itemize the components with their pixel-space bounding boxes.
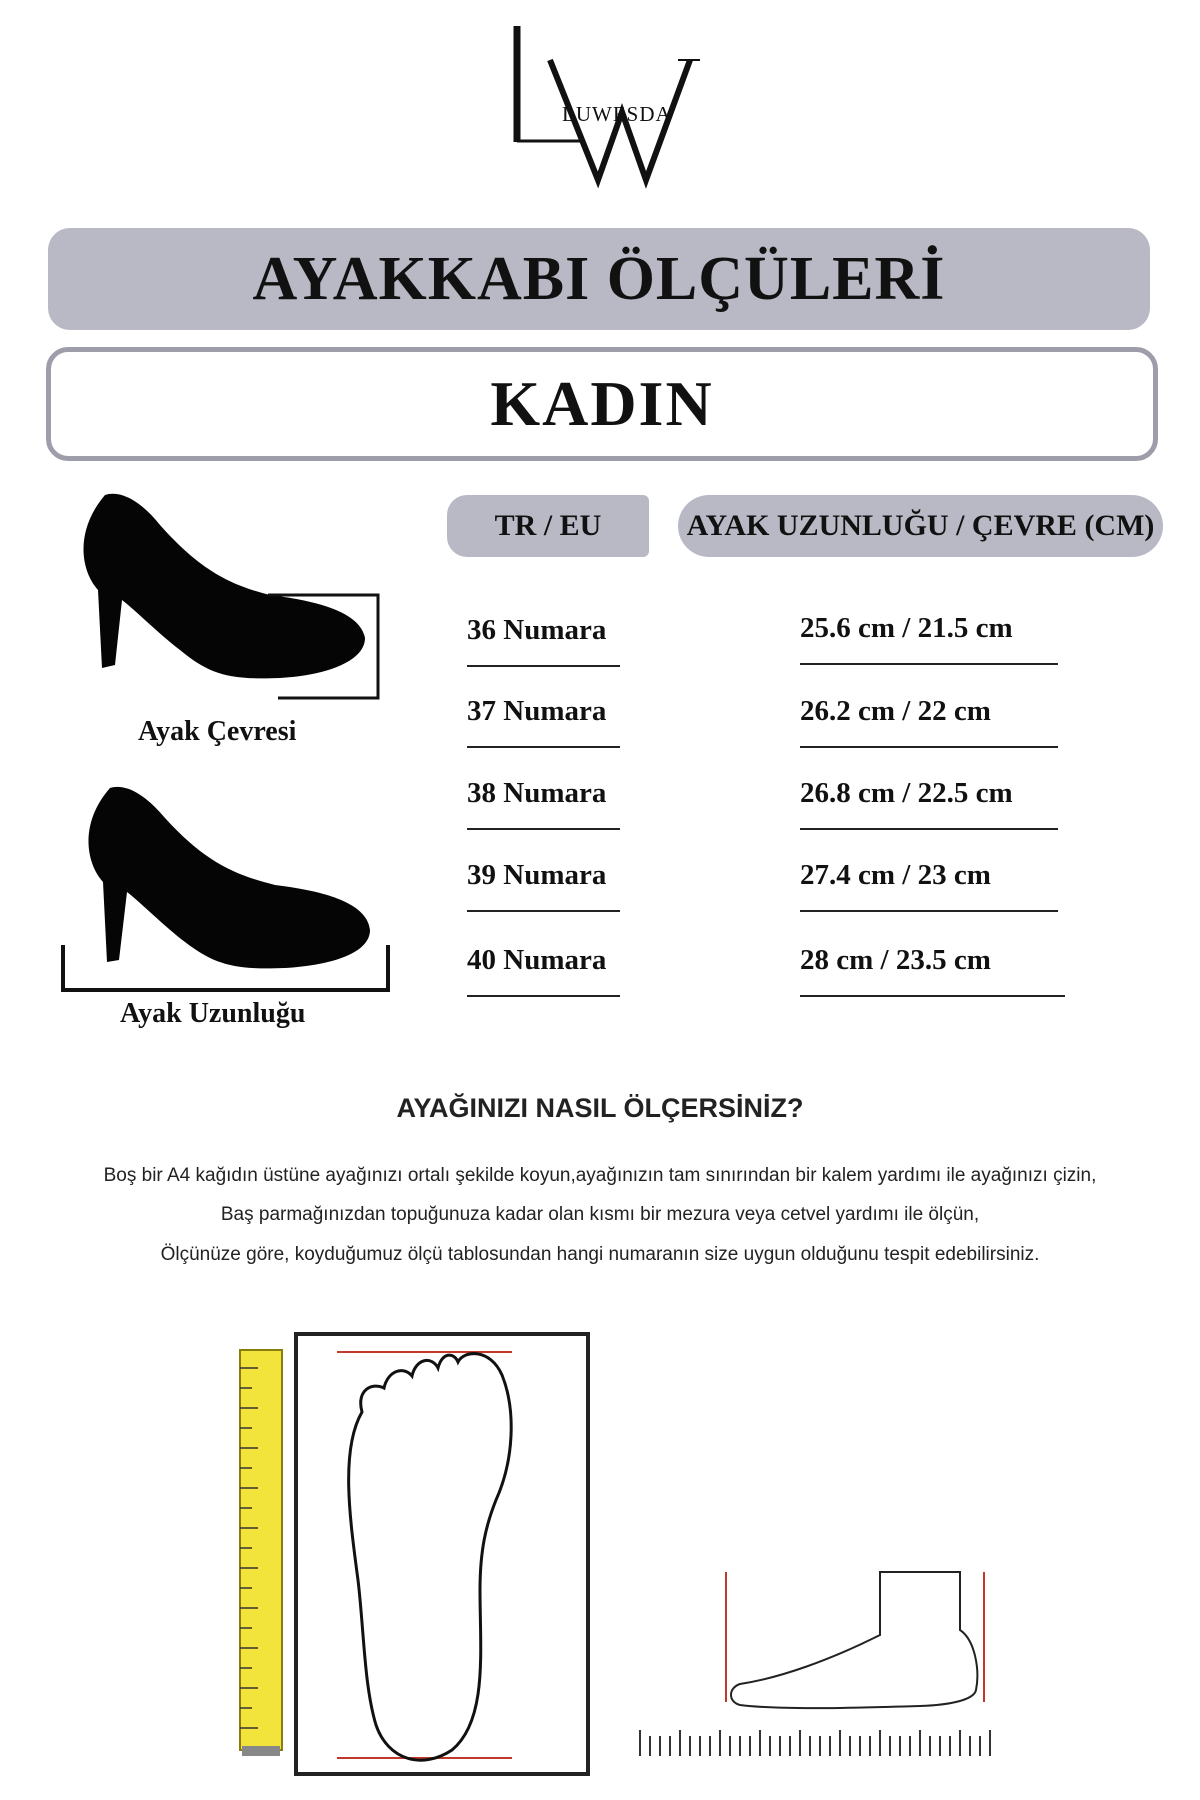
ruler-icon [640,1730,990,1756]
measure-cell: 28 cm / 23.5 cm [800,925,1065,997]
shoe-length-illustration [55,780,400,1000]
size-column-header: TR / EU [447,495,649,557]
high-heel-shoe-icon [83,494,365,679]
circumference-label: Ayak Çevresi [138,716,297,747]
measuring-tape-icon [238,1348,284,1760]
measure-cell: 25.6 cm / 21.5 cm [800,593,1058,665]
measure-cell: 27.4 cm / 23 cm [800,840,1058,912]
page-title-bar [48,228,1150,330]
page-title: AYAKKABI ÖLÇÜLERİ [252,244,946,313]
category-bar [46,347,1158,461]
paper-foot-outline-illustration [292,1330,594,1780]
side-foot-icon [731,1572,977,1708]
instruction-line: Ölçünüze göre, koyduğumuz ölçü tablosundan hangi numaranın size uygun olduğunu tespit edebilirsiniz. [160,1244,1040,1265]
size-cell: 40 Numara [467,925,620,997]
shoe-circumference-illustration [60,490,390,720]
instruction-line: Baş parmağınızdan topuğunuza kadar olan kısmı bir mezura veya cetvel yardımı ile ölçün, [220,1204,980,1225]
size-cell: 37 Numara [467,676,620,748]
brand-name: LUWESDA [562,102,672,126]
side-foot-ruler-illustration [630,1560,1000,1780]
size-cell: 36 Numara [467,595,620,667]
brand-logo [500,20,720,190]
size-cell: 39 Numara [467,840,620,912]
category-title: KADIN [490,368,714,439]
measure-column-header: AYAK UZUNLUĞU / ÇEVRE (CM) [678,495,1163,557]
measure-cell: 26.8 cm / 22.5 cm [800,758,1058,830]
size-cell: 38 Numara [467,758,620,830]
high-heel-shoe-icon [88,787,370,969]
instructions-title: AYAĞINIZI NASIL ÖLÇERSİNİZ? [396,1093,804,1123]
measure-cell: 26.2 cm / 22 cm [800,676,1058,748]
instruction-line: Boş bir A4 kağıdın üstüne ayağınızı ortalı şekilde koyun,ayağınızın tam sınırından bir kalem yardımı ile ayağınızı çizin, [103,1165,1097,1186]
length-label: Ayak Uzunluğu [120,998,306,1029]
